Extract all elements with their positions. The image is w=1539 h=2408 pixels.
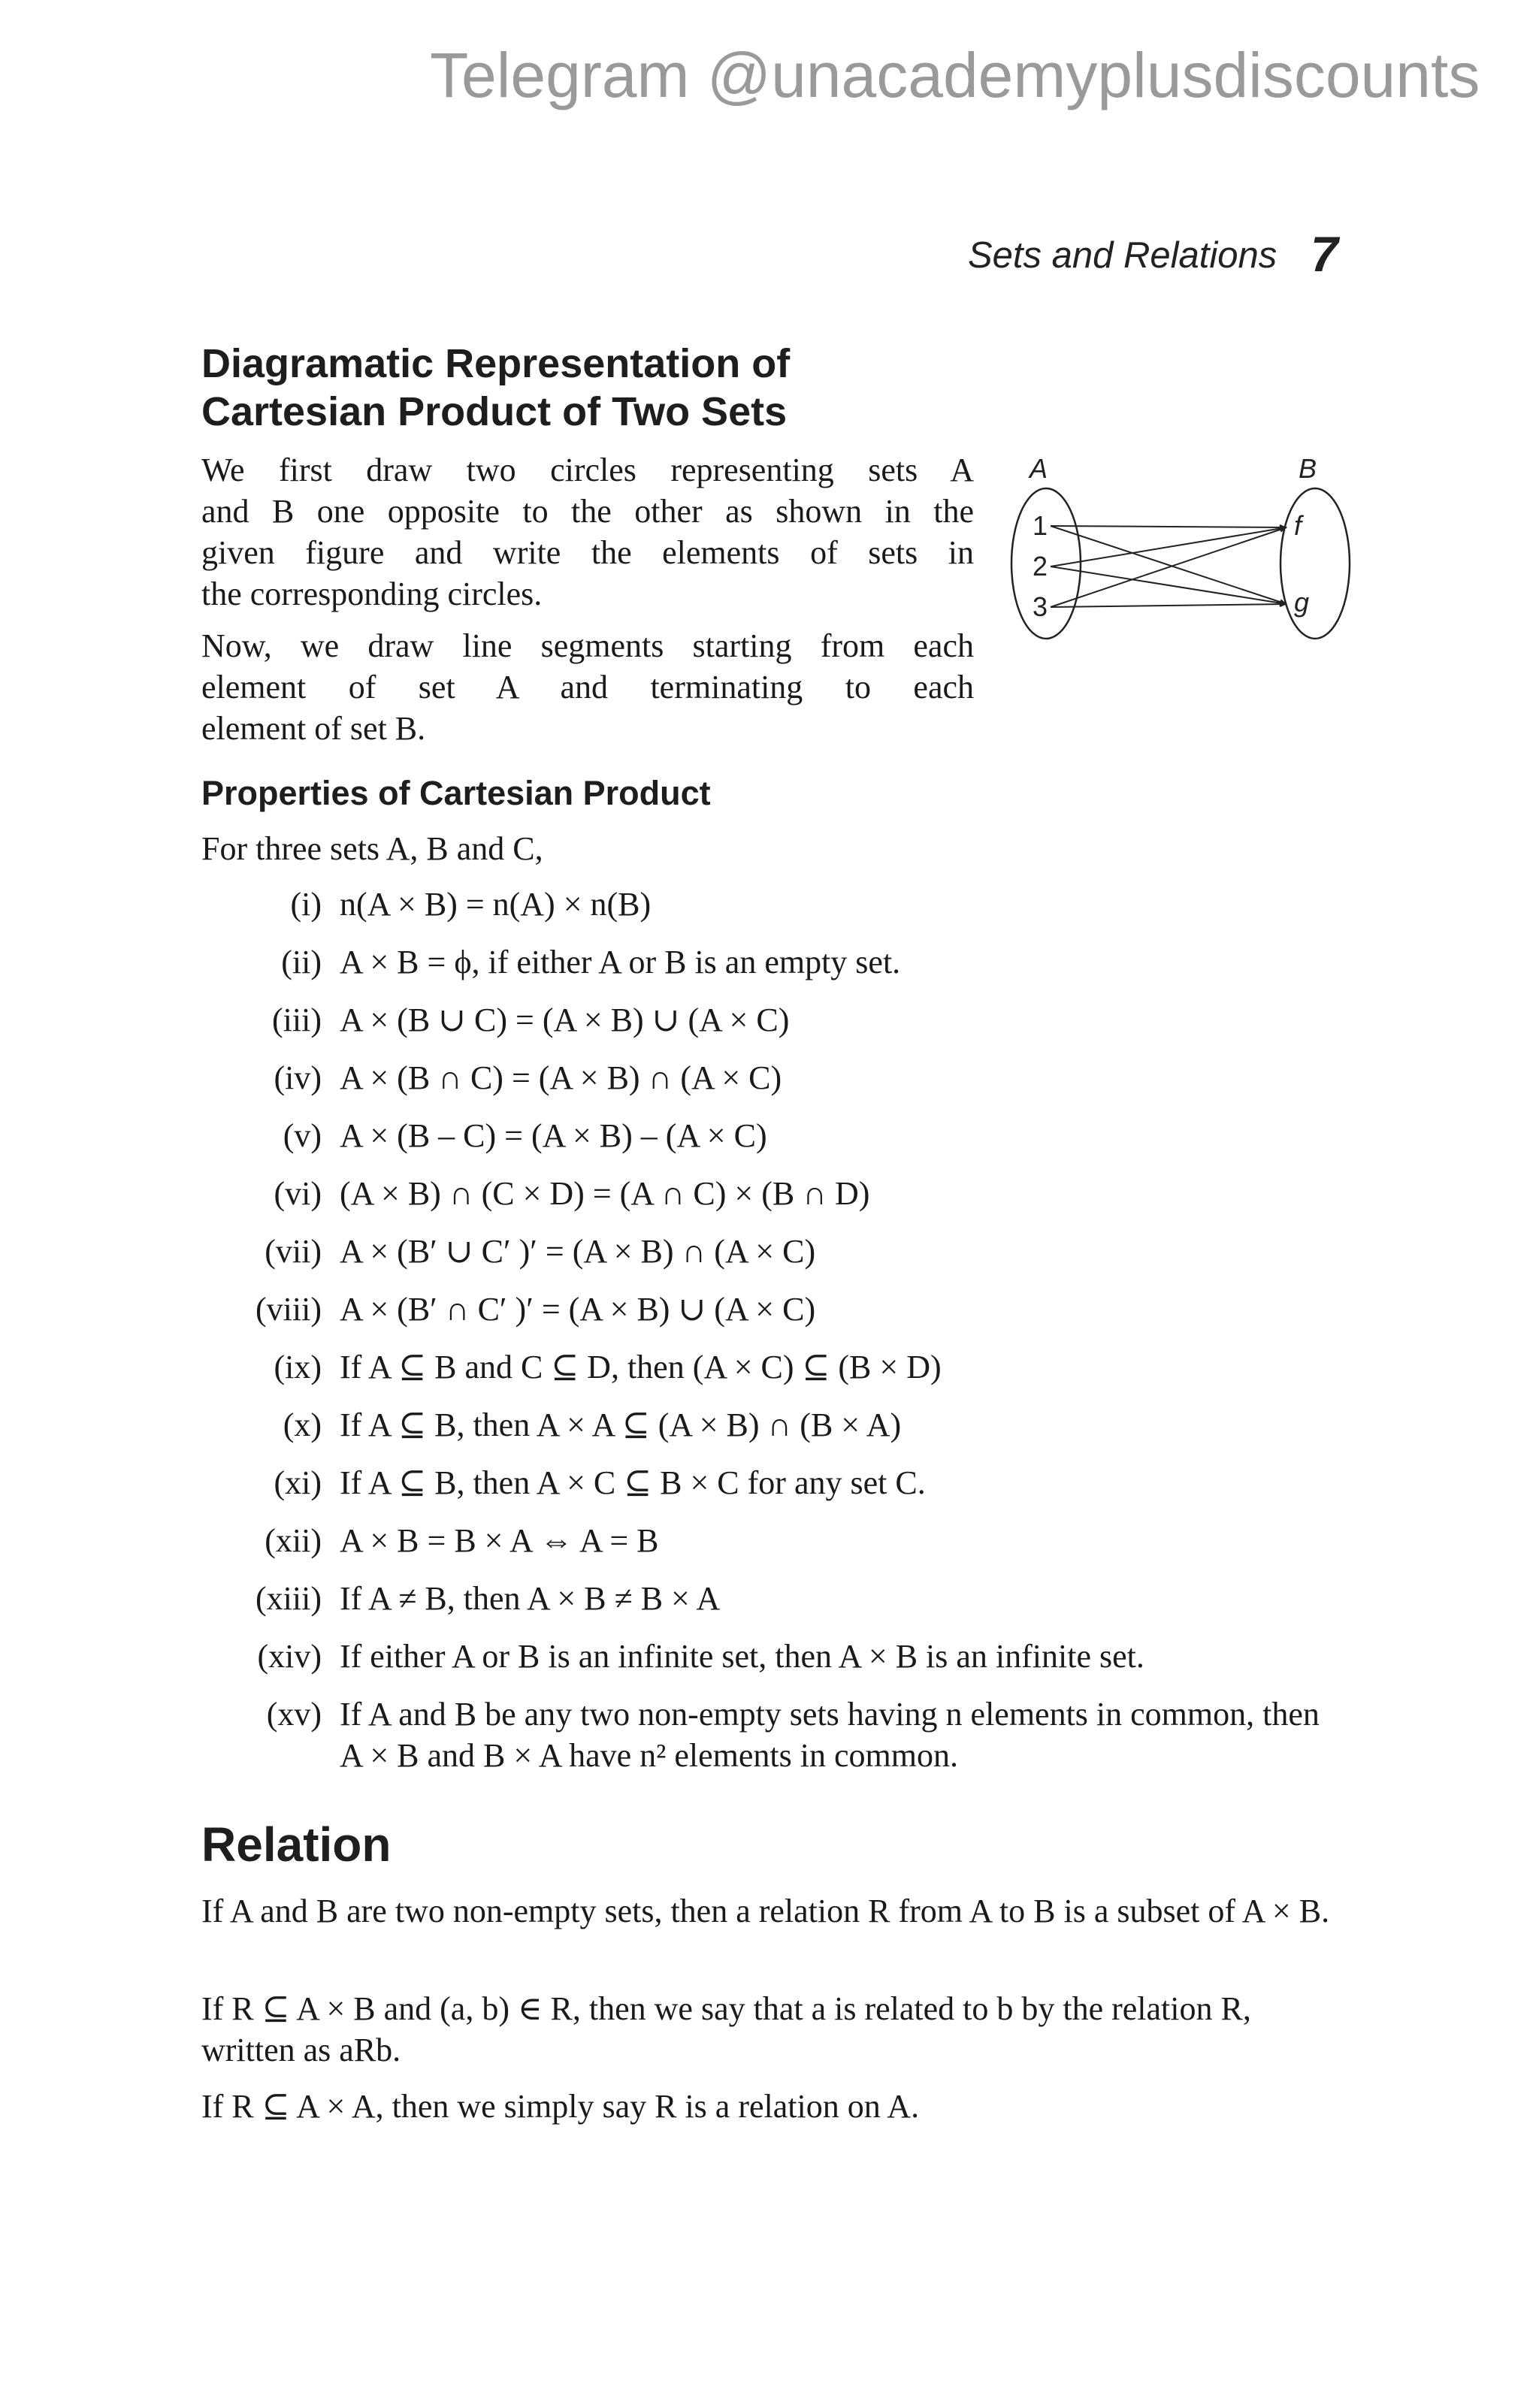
property-number: (vii) bbox=[265, 1233, 322, 1270]
property-number: (viii) bbox=[255, 1291, 322, 1328]
property-number: (xiii) bbox=[255, 1580, 322, 1617]
property-number: (iii) bbox=[272, 1002, 322, 1038]
property-number: (x) bbox=[283, 1406, 322, 1443]
property-text: A × (B ∩ C) = (A × B) ∩ (A × C) bbox=[340, 1059, 782, 1096]
intro-2-line: Now, we draw line segments starting from each bbox=[201, 627, 974, 664]
intro-1-line: and B one opposite to the other as shown in the bbox=[201, 493, 974, 530]
watermark-text: Telegram @unacademyplusdiscounts bbox=[430, 40, 1480, 110]
property-number: (i) bbox=[290, 886, 322, 923]
running-head-title: Sets and Relations bbox=[968, 235, 1277, 276]
property-text: If A ≠ B, then A × B ≠ B × A bbox=[340, 1580, 721, 1617]
set-b-circle bbox=[1280, 488, 1350, 639]
property-text: (A × B) ∩ (C × D) = (A ∩ C) × (B ∩ D) bbox=[340, 1175, 870, 1212]
section-heading-line-1: Diagramatic Representation of bbox=[201, 341, 791, 386]
set-a-element: 3 bbox=[1033, 591, 1048, 622]
property-text: If A ⊆ B and C ⊆ D, then (A × C) ⊆ (B × D) bbox=[340, 1349, 942, 1385]
intro-paragraph-2 bbox=[201, 625, 974, 749]
mapping-arrow-3-g bbox=[1051, 604, 1287, 607]
property-text: A × (B ∪ C) = (A × B) ∪ (A × C) bbox=[340, 1002, 790, 1038]
intro-paragraph-1 bbox=[201, 449, 974, 615]
mapping-arrow-1-g bbox=[1051, 526, 1287, 604]
relation-paragraph-1: If A and B are two non-empty sets, then a relation R from A to B is a subset of A × B. bbox=[201, 1893, 1330, 1929]
relation-paragraph-3: If R ⊆ A × A, then we simply say R is a relation on A. bbox=[201, 2088, 920, 2125]
property-text: If either A or B is an infinite set, then A × B is an infinite set. bbox=[340, 1638, 1144, 1675]
property-text: A × B = B × A ⇔ A = B bbox=[340, 1522, 659, 1559]
property-text: A × (B – C) = (A × B) – (A × C) bbox=[340, 1117, 767, 1154]
property-number: (ix) bbox=[274, 1349, 322, 1385]
property-text: n(A × B) = n(A) × n(B) bbox=[340, 886, 652, 923]
mapping-arrow-3-f bbox=[1051, 527, 1287, 607]
intro-1-line: given figure and write the elements of sets in bbox=[201, 534, 974, 571]
relation-paragraph-2: If R ⊆ A × B and (a, b) ∈ R, then we say that a is related to b by the relation R, written as aRb. bbox=[201, 1990, 1251, 2068]
property-text: If A ⊆ B, then A × A ⊆ (A × B) ∩ (B × A) bbox=[340, 1406, 902, 1443]
mapping-arrow-2-f bbox=[1051, 527, 1287, 566]
set-a-label: A bbox=[1030, 453, 1048, 484]
mapping-arrow-1-f bbox=[1051, 526, 1287, 527]
properties-heading: Properties of Cartesian Product bbox=[201, 774, 711, 812]
property-text: If A and B be any two non-empty sets having n elements in common, then A × B and B × A have n² elements in common. bbox=[340, 1696, 1320, 1774]
property-number: (xv) bbox=[266, 1696, 322, 1733]
property-text: A × (B′ ∩ C′ )′ = (A × B) ∪ (A × C) bbox=[340, 1291, 816, 1328]
property-number: (xiv) bbox=[257, 1638, 322, 1675]
property-text: A × (B′ ∪ C′ )′ = (A × B) ∩ (A × C) bbox=[340, 1233, 816, 1270]
property-number: (xii) bbox=[265, 1522, 322, 1559]
relation-heading: Relation bbox=[201, 1817, 392, 1872]
cartesian-product-figure bbox=[999, 448, 1360, 666]
intro-1-line: the corresponding circles. bbox=[201, 576, 543, 612]
mapping-arrow-2-g bbox=[1051, 566, 1287, 604]
set-a-element: 2 bbox=[1033, 551, 1048, 582]
set-a-element: 1 bbox=[1033, 510, 1048, 541]
property-number: (vi) bbox=[274, 1175, 322, 1212]
property-number: (iv) bbox=[274, 1059, 322, 1096]
section-heading-line-2: Cartesian Product of Two Sets bbox=[201, 389, 788, 434]
set-b-label: B bbox=[1299, 453, 1317, 484]
property-text: If A ⊆ B, then A × C ⊆ B × C for any set C. bbox=[340, 1464, 926, 1501]
property-text: A × B = ϕ, if either A or B is an empty set. bbox=[340, 944, 901, 980]
intro-2-line: element of set B. bbox=[201, 710, 426, 747]
intro-1-line: We first draw two circles representing sets A bbox=[201, 452, 974, 488]
set-b-element: f bbox=[1294, 510, 1302, 541]
properties-intro: For three sets A, B and C, bbox=[201, 830, 543, 867]
section-heading bbox=[201, 340, 790, 436]
page-number: 7 bbox=[1311, 226, 1338, 282]
set-b-element: g bbox=[1294, 587, 1310, 618]
property-number: (v) bbox=[283, 1117, 322, 1154]
property-number: (xi) bbox=[274, 1464, 322, 1501]
intro-2-line: element of set A and terminating to each bbox=[201, 669, 974, 705]
property-number: (ii) bbox=[281, 944, 322, 980]
